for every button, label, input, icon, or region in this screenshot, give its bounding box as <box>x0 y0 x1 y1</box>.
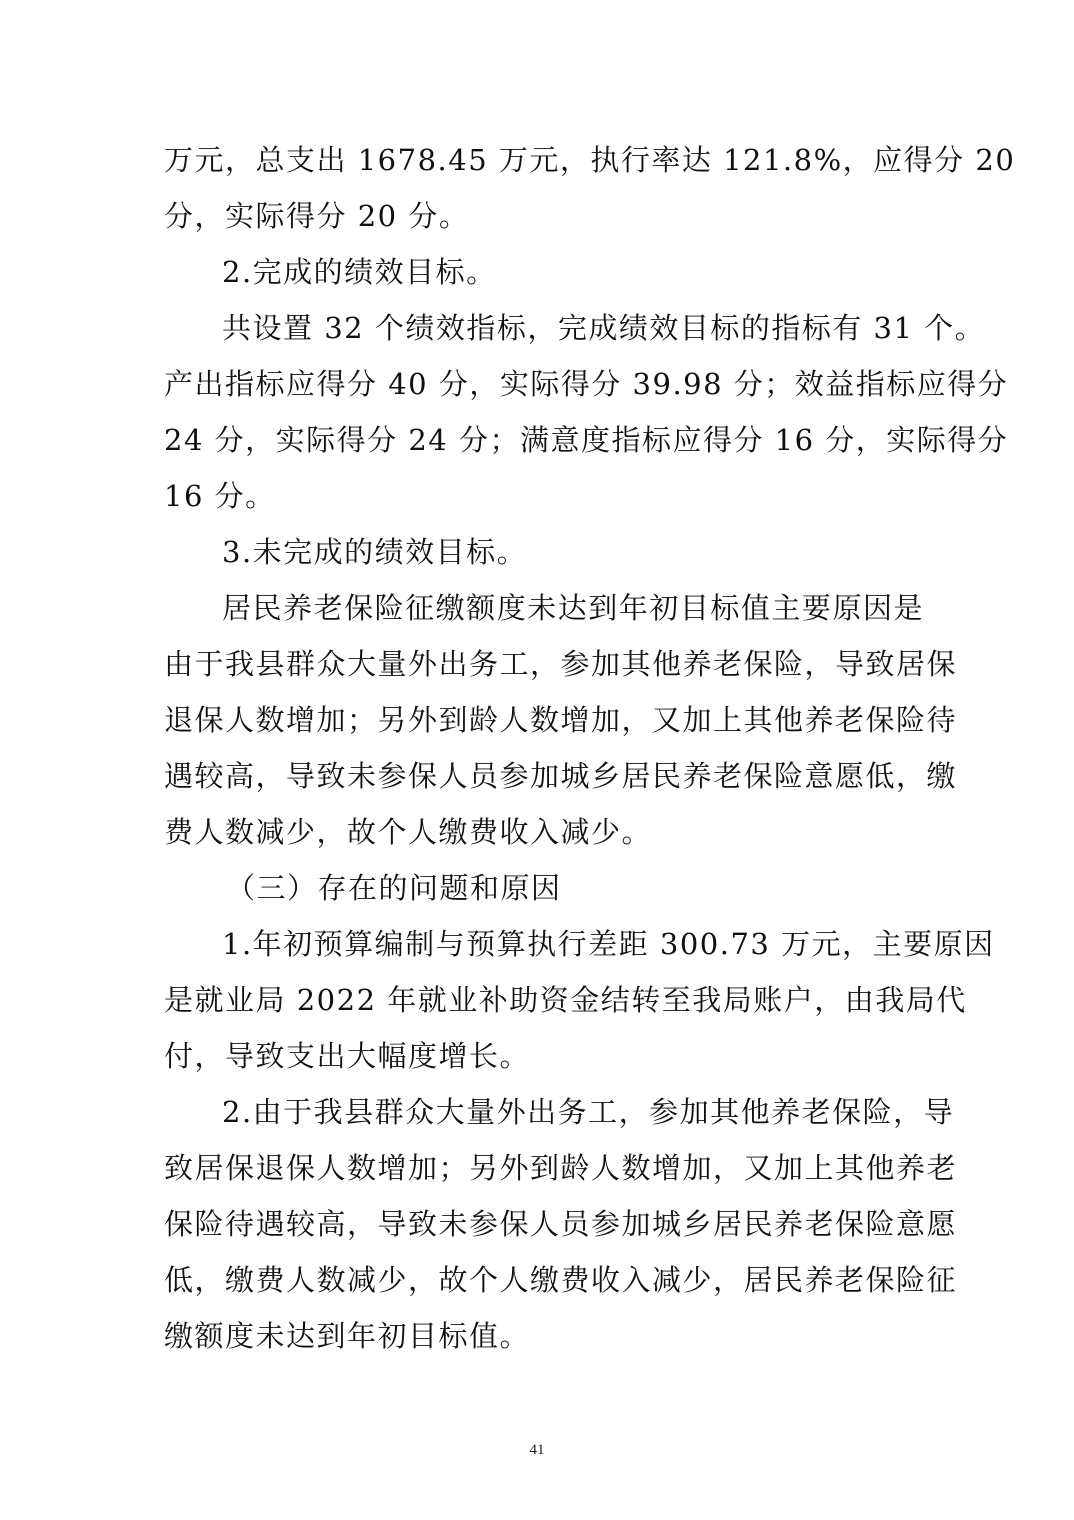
text-line-21: 低，缴费人数减少，故个人缴费收入减少，居民养老保险征 <box>164 1263 958 1297</box>
text-line-9: 居民养老保险征缴额度未达到年初目标值主要原因是 <box>222 591 924 625</box>
text-line-6: 24 分，实际得分 24 分；满意度指标应得分 16 分，实际得分 <box>164 423 1009 457</box>
section-heading-uncompleted-goals: 3.未完成的绩效目标。 <box>222 535 528 569</box>
text-line-10: 由于我县群众大量外出务工，参加其他养老保险，导致居保 <box>164 647 958 681</box>
text-line-1: 万元，总支出 1678.45 万元，执行率达 121.8%，应得分 20 <box>164 143 1016 177</box>
text-line-18: 2.由于我县群众大量外出务工，参加其他养老保险，导 <box>222 1095 955 1129</box>
text-line-4: 共设置 32 个绩效指标，完成绩效目标的指标有 31 个。 <box>222 311 986 345</box>
section-heading-completed-goals: 2.完成的绩效目标。 <box>222 255 497 289</box>
text-line-19: 致居保退保人数增加；另外到龄人数增加，又加上其他养老 <box>164 1151 958 1185</box>
text-line-11: 退保人数增加；另外到龄人数增加，又加上其他养老保险待 <box>164 703 958 737</box>
text-line-2: 分，实际得分 20 分。 <box>164 199 470 233</box>
text-line-13: 费人数减少，故个人缴费收入减少。 <box>164 815 653 849</box>
page-number: 41 <box>529 1442 545 1458</box>
text-line-16: 是就业局 2022 年就业补助资金结转至我局账户，由我局代 <box>164 983 967 1017</box>
text-line-20: 保险待遇较高，导致未参保人员参加城乡居民养老保险意愿 <box>164 1207 958 1241</box>
text-line-7: 16 分。 <box>164 479 276 513</box>
text-line-12: 遇较高，导致未参保人员参加城乡居民养老保险意愿低，缴 <box>164 759 958 793</box>
section-heading-problems-causes: （三）存在的问题和原因 <box>226 871 562 905</box>
text-line-15: 1.年初预算编制与预算执行差距 300.73 万元，主要原因 <box>222 927 995 961</box>
text-line-17: 付，导致支出大幅度增长。 <box>164 1039 531 1073</box>
text-line-22: 缴额度未达到年初目标值。 <box>164 1319 531 1353</box>
text-line-5: 产出指标应得分 40 分，实际得分 39.98 分；效益指标应得分 <box>164 367 1009 401</box>
